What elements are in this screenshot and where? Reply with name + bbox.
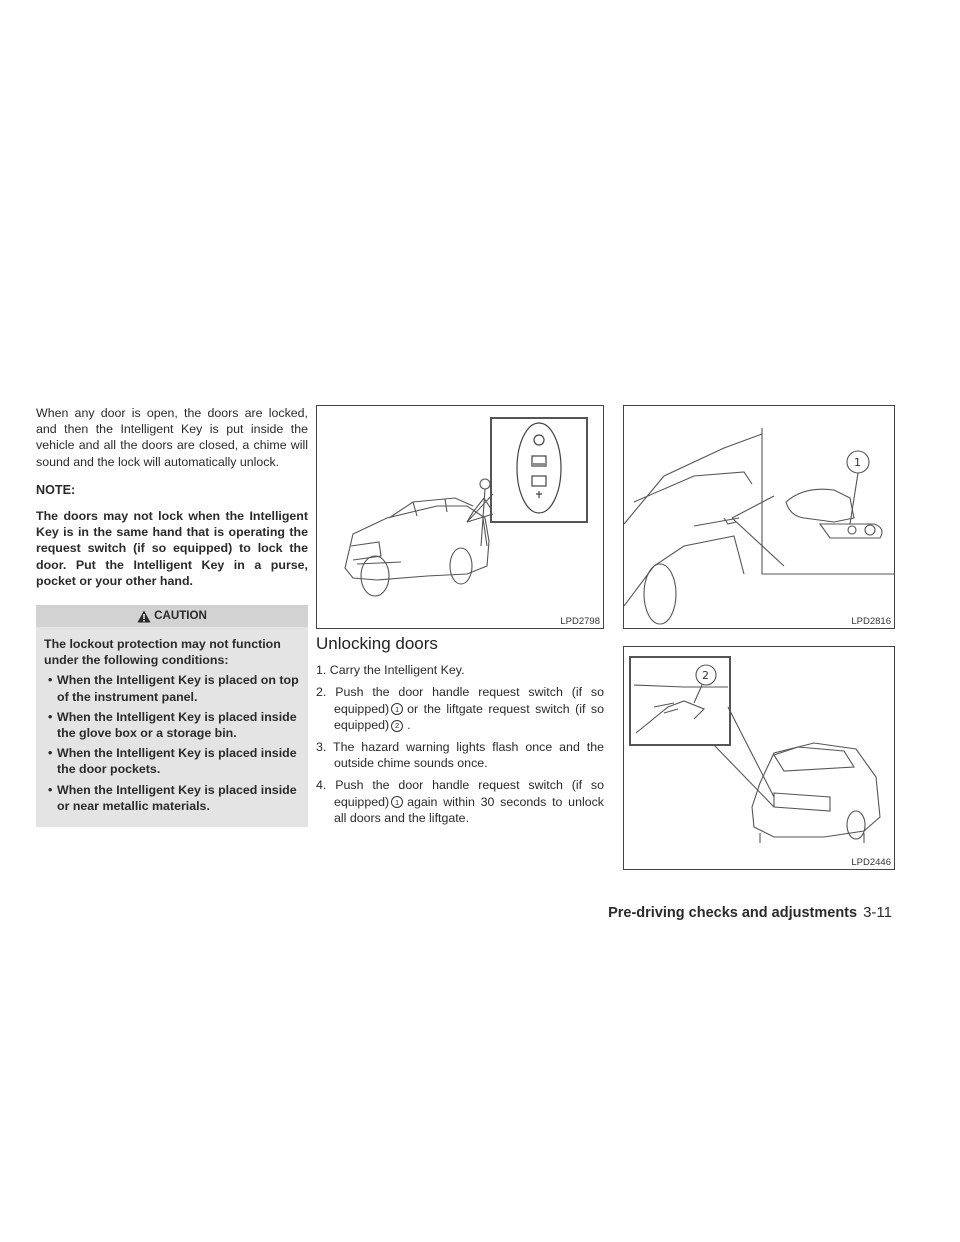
step-4-text-a: 4. Push the door handle request switch (if so equipped)	[316, 778, 604, 809]
figure-liftgate-switch	[623, 646, 895, 870]
figure-door-handle-switch	[623, 405, 895, 629]
note-heading: NOTE:	[36, 482, 76, 497]
step-2-text-a: 2. Push the door handle request switch (if so equipped)	[316, 685, 604, 716]
section-title: Unlocking doors	[316, 634, 438, 653]
page-footer	[608, 904, 892, 921]
callout-2-text: 2	[702, 669, 709, 682]
step-4-text-b: again within 30 seconds to unlock all doors and the liftgate.	[334, 794, 604, 825]
page-number: 3-11	[863, 904, 892, 921]
figure-label: LPD2816	[851, 616, 891, 627]
step-3: 3. The hazard warning lights flash once and the outside chime sounds once.	[316, 740, 604, 771]
callout-marker-1: 1	[391, 796, 403, 808]
liftgate-illustration	[624, 647, 895, 870]
step-2-text-c: .	[407, 717, 411, 732]
caution-header	[36, 605, 308, 627]
car-with-person-illustration	[317, 406, 604, 629]
steps-list	[316, 662, 604, 826]
figure-key-near-car	[316, 405, 604, 629]
step-2	[316, 684, 604, 733]
callout-1-text: 1	[854, 456, 861, 469]
callout-marker-1: 1	[391, 703, 403, 715]
caution-title: CAUTION	[154, 608, 207, 622]
caution-intro: The lockout protection may not function under the following conditions:	[44, 637, 281, 668]
warning-triangle-icon	[137, 610, 151, 623]
caution-list	[44, 672, 300, 814]
caution-box	[36, 605, 308, 827]
figure-label: LPD2446	[851, 857, 891, 868]
caution-item: • When the Intelligent Key is placed inside the door pockets.	[44, 745, 300, 777]
footer-section-title: Pre-driving checks and adjustments	[608, 905, 858, 921]
caution-item: • When the Intelligent Key is placed inside or near metallic materials.	[44, 782, 300, 814]
middle-column	[316, 636, 604, 832]
step-2-text-b: or the liftgate request switch (if so equipped)	[334, 701, 604, 732]
left-column	[36, 405, 308, 827]
door-handle-illustration	[624, 406, 895, 629]
step-4	[316, 777, 604, 826]
callout-marker-2: 2	[391, 720, 403, 732]
intro-paragraph: When any door is open, the doors are locked, and then the Intelligent Key is put inside the vehicle and all the doors are closed, a chime will sound and the lock will automatically unlock.	[36, 406, 308, 469]
caution-item: • When the Intelligent Key is placed inside the glove box or a storage bin.	[44, 709, 300, 741]
figure-label: LPD2798	[560, 616, 600, 627]
note-body: The doors may not lock when the Intelligent Key is in the same hand that is operating the request switch (if so equipped) to lock the door. Put the Intelligent Key in a purse, pocket or your other hand.	[36, 509, 308, 588]
caution-item: • When the Intelligent Key is placed on top of the instrument panel.	[44, 672, 300, 704]
step-1: 1. Carry the Intelligent Key.	[316, 663, 465, 678]
